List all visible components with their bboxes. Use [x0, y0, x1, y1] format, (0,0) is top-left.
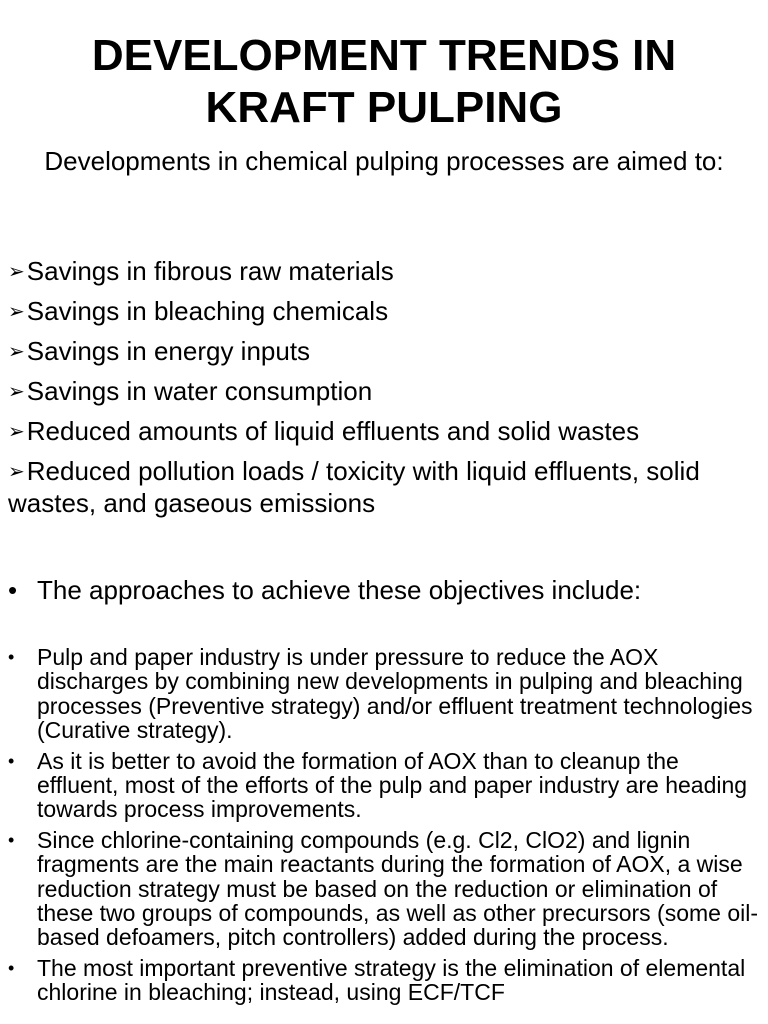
point-item [8, 645, 760, 743]
bullet-icon: • [8, 575, 18, 605]
objectives-list [8, 256, 764, 527]
arrow-bullet-icon: ➢ [8, 261, 25, 283]
arrow-bullet-icon: ➢ [8, 381, 25, 403]
objective-item [8, 336, 764, 368]
arrow-bullet-icon: ➢ [8, 301, 25, 323]
objective-text: Savings in fibrous raw materials [26, 256, 394, 286]
objective-item [8, 456, 764, 519]
objective-text: Savings in energy inputs [26, 336, 311, 366]
point-text: As it is better to avoid the formation of AOX than to cleanup the effluent, most of the efforts of the pulp and paper industry are heading towards process improvements. [37, 747, 748, 823]
point-item [8, 749, 760, 822]
points-list [8, 645, 760, 1011]
objective-text: Reduced amounts of liquid effluents and solid wastes [26, 416, 640, 446]
arrow-bullet-icon: ➢ [8, 341, 25, 363]
objective-text: Reduced pollution loads / toxicity with liquid effluents, solid wastes, and gaseous emissions [8, 456, 700, 518]
title-line-1: DEVELOPMENT TRENDS IN [91, 31, 677, 80]
subtitle: Developments in chemical pulping processes are aimed to: [44, 146, 724, 176]
approaches-intro-text: The approaches to achieve these objectives include: [37, 575, 642, 605]
point-text: Pulp and paper industry is under pressure to reduce the AOX discharges by combining new developments in pulping and bleaching processes (Preventive strategy) and/or effluent treatment technologies (Curative strategy). [37, 644, 753, 744]
objective-item [8, 256, 764, 288]
point-item [8, 956, 760, 1005]
approaches-intro [8, 574, 764, 606]
arrow-bullet-icon: ➢ [8, 461, 25, 483]
objective-text: Savings in bleaching chemicals [26, 296, 389, 326]
point-text: Since chlorine-containing compounds (e.g. Cl2, ClO2) and lignin fragments are the main reactants during the formation of AOX, a wise reduction strategy must be based on the reduction or elimination of these two groups of compounds, as well as other precursors (some oil-based defoamers, pitch controllers) added during the process. [37, 826, 758, 951]
objective-text: Savings in water consumption [26, 376, 373, 406]
objective-item [8, 376, 764, 408]
bullet-icon: • [8, 750, 15, 771]
title-line-2: KRAFT PULPING [205, 83, 563, 132]
bullet-icon: • [8, 647, 15, 667]
point-item [8, 828, 760, 950]
bullet-icon: • [8, 829, 15, 850]
bullet-icon: • [8, 957, 15, 978]
page-title [0, 30, 768, 134]
arrow-bullet-icon: ➢ [8, 421, 25, 443]
point-text: The most important preventive strategy is the elimination of elemental chlorine in bleaching; instead, using ECF/TCF [37, 954, 746, 1006]
objective-item [8, 296, 764, 328]
objective-item [8, 416, 764, 448]
